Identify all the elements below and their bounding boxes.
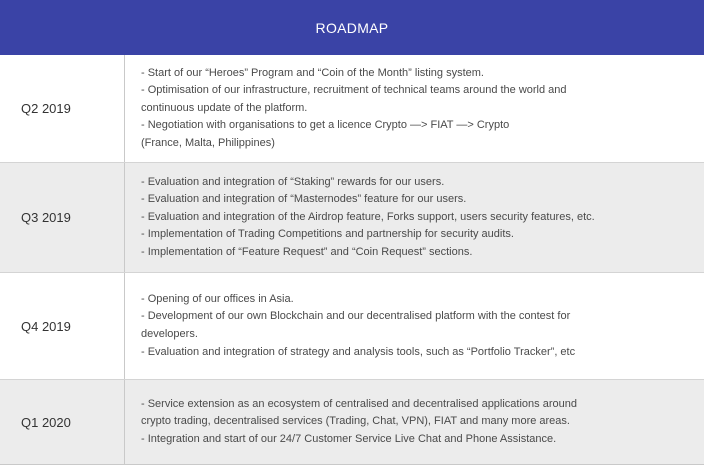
quarter-label: Q1 2020 (0, 380, 125, 464)
roadmap-row-q1-2020 (0, 380, 704, 465)
roadmap-row-q4-2019 (0, 273, 704, 380)
milestone-item: - Start of our “Heroes” Program and “Coin of the Month” listing system. (141, 66, 484, 79)
roadmap-header (0, 0, 704, 55)
milestone-item: - Evaluation and integration of strategy and analysis tools, such as “Portfolio Tracker”, etc (141, 345, 576, 358)
roadmap-row-q3-2019 (0, 163, 704, 273)
milestone-item: - Service extension as an ecosystem of centralised and decentralised applications around (141, 397, 577, 410)
milestone-list (125, 273, 704, 379)
quarter-label: Q2 2019 (0, 55, 125, 162)
roadmap-row-q2-2019 (0, 55, 704, 163)
milestone-list (125, 55, 704, 162)
quarter-label: Q3 2019 (0, 163, 125, 272)
milestone-item: - Optimisation of our infrastructure, recruitment of technical teams around the world and (141, 84, 567, 97)
milestone-item: - Integration and start of our 24/7 Customer Service Live Chat and Phone Assistance. (141, 432, 557, 445)
milestone-item: - Evaluation and integration of “Staking” rewards for our users. (141, 175, 445, 188)
milestone-list (125, 380, 704, 464)
milestone-item: - Opening of our offices in Asia. (141, 292, 294, 305)
milestone-item: - Development of our own Blockchain and our decentralised platform with the contest for (141, 310, 571, 323)
milestone-item: - Evaluation and integration of “Masternodes” feature for our users. (141, 193, 467, 206)
milestone-item: - Evaluation and integration of the Airdrop feature, Forks support, users security features, etc. (141, 210, 595, 223)
roadmap-title: ROADMAP (315, 19, 389, 36)
milestone-item: crypto trading, decentralised services (Trading, Chat, VPN), FIAT and many more areas. (141, 415, 570, 428)
milestone-item: (France, Malta, Philippines) (141, 136, 275, 149)
milestone-item: - Implementation of Trading Competitions and partnership for security audits. (141, 228, 514, 241)
milestone-item: continuous update of the platform. (141, 101, 308, 114)
milestone-item: developers. (141, 328, 198, 340)
milestone-list (125, 163, 704, 272)
milestone-item: - Negotiation with organisations to get a licence Crypto —> FIAT —> Crypto (141, 119, 510, 132)
milestone-item: - Implementation of “Feature Request” and “Coin Request” sections. (141, 245, 473, 258)
quarter-label: Q4 2019 (0, 273, 125, 379)
